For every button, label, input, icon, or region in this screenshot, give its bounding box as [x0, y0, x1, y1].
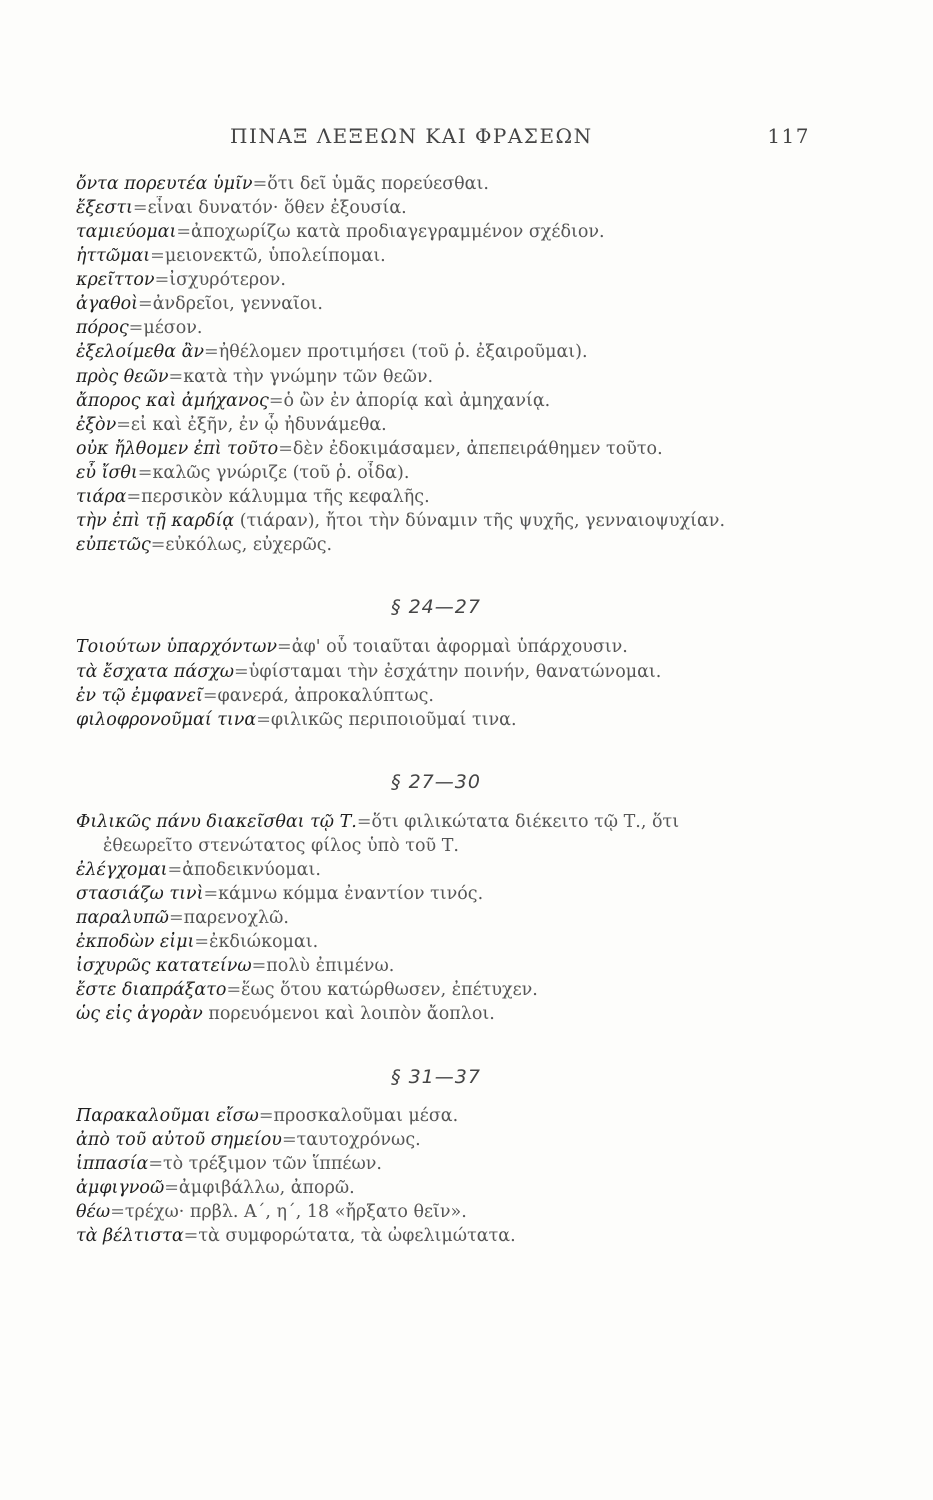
glossary-entry — [76, 413, 796, 437]
equals-sign: = — [268, 391, 284, 411]
entry-definition: ὅτι φιλικώτατα διέκειτο τῷ Τ., ὅτι — [371, 812, 680, 832]
equals-sign: = — [138, 294, 153, 314]
equals-sign: = — [150, 535, 166, 555]
entry-term: ἔξεστι — [76, 198, 133, 218]
equals-sign: = — [126, 487, 142, 507]
glossary-continuation — [103, 834, 823, 858]
equals-sign: = — [252, 174, 268, 194]
entry-definition: ὁ ὢν ἐν ἀπορίᾳ καὶ ἀμηχανίᾳ. — [283, 391, 551, 411]
glossary-entry — [76, 292, 796, 316]
equals-sign: = — [194, 932, 210, 952]
glossary-entry — [76, 389, 796, 413]
section-heading: § 24—27 — [391, 596, 481, 618]
glossary-entry — [76, 316, 796, 340]
entry-term: ἀγαθοὶ — [76, 294, 139, 314]
glossary-entry — [76, 1104, 796, 1128]
entry-term: παραλυπῶ — [76, 908, 169, 928]
section-heading: § 31—37 — [391, 1066, 481, 1088]
entry-definition: ἠθέλομεν προτιμήσει (τοῦ ῥ. ἐξαιροῦμαι). — [218, 342, 588, 362]
entry-term: ταμιεύομαι — [76, 222, 177, 242]
glossary-entry — [76, 858, 796, 882]
entry-definition: ἐκδιώκομαι. — [209, 932, 319, 952]
entry-definition: κάμνω κόμμα ἐναντίον τινός. — [218, 884, 484, 904]
entry-term: οὐκ ἤλθομεν ἐπὶ τοῦτο — [76, 439, 279, 459]
entry-term: τὴν ἐπὶ τῇ καρδίᾳ — [76, 511, 235, 531]
glossary-entry — [76, 268, 796, 292]
entry-definition: μέσον. — [143, 318, 203, 338]
entry-term: πρὸς θεῶν — [76, 367, 169, 387]
entry-definition: (τιάραν), ἤτοι τὴν δύναμιν τῆς ψυχῆς, γενναιοψυχίαν. — [239, 511, 726, 531]
entry-term: ἀμφιγνοῶ — [76, 1178, 165, 1198]
equals-sign: = — [234, 662, 249, 682]
glossary-entry — [76, 906, 796, 930]
entry-definition: εἰ καὶ ἐξῆν, ἐν ᾧ ἠδυνάμεθα. — [130, 415, 387, 435]
entry-definition: ἀποχωρίζω κατὰ προδιαγεγραμμένον σχέδιον. — [191, 222, 605, 242]
entry-term: Παρακαλοῦμαι εἴσω — [76, 1106, 259, 1126]
page-number: 117 — [767, 124, 810, 148]
entry-definition: πορευόμενοι καὶ λοιπὸν ἄοπλοι. — [208, 1004, 495, 1024]
entry-term: ἐκποδὼν εἰμι — [76, 932, 195, 952]
entry-term: πόρος — [76, 318, 129, 338]
glossary-entry — [76, 340, 796, 364]
entry-definition: ἀποδεικνύομαι. — [182, 860, 321, 880]
entry-term: ἡττῶμαι — [76, 246, 151, 266]
glossary-entry — [76, 485, 796, 509]
entry-definition: μειονεκτῶ, ὑπολείπομαι. — [164, 246, 386, 266]
entry-term: Φιλικῶς πάνυ διακεῖσθαι τῷ Τ. — [76, 812, 357, 832]
equals-sign: = — [204, 342, 219, 362]
glossary-entry — [76, 708, 796, 732]
glossary-entry — [76, 810, 796, 834]
equals-sign: = — [116, 415, 131, 435]
entry-definition: καλῶς γνώριζε (τοῦ ῥ. οἶδα). — [152, 463, 410, 483]
entry-definition: εὐκόλως, εὐχερῶς. — [165, 535, 333, 555]
equals-sign: = — [278, 439, 293, 459]
entry-term: ἐξελοίμεθα ἂν — [76, 342, 205, 362]
entry-term: ὄντα πορευτέα ὑμῖν — [76, 174, 253, 194]
entry-definition: ἐθεωρεῖτο στενώτατος φίλος ὑπὸ τοῦ Τ. — [103, 836, 459, 856]
equals-sign: = — [137, 463, 153, 483]
entry-term: εὐπετῶς — [76, 535, 151, 555]
entry-term: ἔστε διαπράξατο — [76, 980, 227, 1000]
entry-definition: ὅτι δεῖ ὑμᾶς πορεύεσθαι. — [267, 174, 489, 194]
entry-term: ἀπὸ τοῦ αὐτοῦ σημείου — [76, 1130, 282, 1150]
entry-term: ἰσχυρῶς κατατείνω — [76, 956, 252, 976]
entry-definition: ἀμφιβάλλω, ἀπορῶ. — [178, 1178, 355, 1198]
entry-term: ἐξὸν — [76, 415, 117, 435]
glossary-entry — [76, 978, 796, 1002]
entry-definition: ἕως ὅτου κατώρθωσεν, ἐπέτυχεν. — [241, 980, 538, 1000]
equals-sign: = — [176, 222, 192, 242]
entry-term: ἐν τῷ ἐμφανεῖ — [76, 686, 203, 706]
equals-sign: = — [154, 270, 170, 290]
equals-sign: = — [168, 367, 184, 387]
equals-sign: = — [183, 1226, 199, 1246]
equals-sign: = — [356, 812, 372, 832]
equals-sign: = — [202, 686, 218, 706]
glossary-entry — [76, 1200, 796, 1224]
glossary-entry — [76, 220, 796, 244]
entry-term: Τοιούτων ὑπαρχόντων — [76, 637, 278, 657]
glossary-entry — [76, 1152, 796, 1176]
entry-definition: ἀφ' οὗ τοιαῦται ἀφορμαὶ ὑπάρχουσιν. — [291, 637, 628, 657]
entry-definition: ταυτοχρόνως. — [296, 1130, 421, 1150]
glossary-entry — [76, 244, 796, 268]
entry-definition: ἀνδρεῖοι, γενναῖοι. — [152, 294, 323, 314]
equals-sign: = — [164, 1178, 179, 1198]
equals-sign: = — [150, 246, 165, 266]
entry-definition: φανερά, ἀπροκαλύπτως. — [217, 686, 434, 706]
entry-definition: δὲν ἐδοκιμάσαμεν, ἀπεπειράθημεν τοῦτο. — [292, 439, 663, 459]
glossary-entry — [76, 1176, 796, 1200]
equals-sign: = — [277, 637, 292, 657]
entry-definition: τρέχω· πρβλ. Α΄, η΄, 18 «ἤρξατο θεῖν». — [124, 1202, 467, 1222]
entry-definition: ὑφίσταμαι τὴν ἐσχάτην ποινήν, θανατώνομαι. — [248, 662, 662, 682]
glossary-entry — [76, 954, 796, 978]
entry-term: κρεῖττον — [76, 270, 155, 290]
glossary-entry — [76, 1224, 796, 1248]
entry-definition: τὰ συμφορώτατα, τὰ ὠφελιμώτατα. — [198, 1226, 516, 1246]
equals-sign: = — [148, 1154, 163, 1174]
equals-sign: = — [251, 956, 267, 976]
glossary-entry — [76, 635, 796, 659]
entry-definition: εἶναι δυνατόν· ὅθεν ἐξουσία. — [147, 198, 407, 218]
glossary-entry — [76, 1128, 796, 1152]
equals-sign: = — [281, 1130, 297, 1150]
glossary-entry — [76, 684, 796, 708]
entry-term: ἱππασία — [76, 1154, 149, 1174]
equals-sign: = — [258, 1106, 274, 1126]
entry-definition: τὸ τρέξιμον τῶν ἵππέων. — [162, 1154, 382, 1174]
equals-sign: = — [132, 198, 148, 218]
page-header-title: ΠΙΝΑΞ ΛΕΞΕΩΝ ΚΑΙ ΦΡΑΣΕΩΝ — [230, 124, 593, 148]
entry-definition: ἰσχυρότερον. — [169, 270, 286, 290]
section-heading: § 27—30 — [391, 771, 481, 793]
glossary-entry — [76, 1002, 796, 1026]
glossary-entry — [76, 461, 796, 485]
glossary-entry — [76, 437, 796, 461]
entry-term: θέω — [76, 1202, 111, 1222]
entry-term: τὰ ἔσχατα πάσχω — [76, 662, 235, 682]
entry-definition: φιλικῶς περιποιοῦμαί τινα. — [270, 710, 517, 730]
glossary-entry — [76, 882, 796, 906]
equals-sign: = — [110, 1202, 125, 1222]
equals-sign: = — [203, 884, 219, 904]
entry-definition: περσικὸν κάλυμμα τῆς κεφαλῆς. — [141, 487, 430, 507]
equals-sign: = — [128, 318, 144, 338]
entry-term: στασιάζω τινὶ — [76, 884, 204, 904]
entry-term: φιλοφρονοῦμαί τινα — [76, 710, 257, 730]
glossary-entry — [76, 509, 796, 533]
glossary-entry — [76, 660, 796, 684]
equals-sign: = — [167, 860, 183, 880]
entry-term: ἄπορος καὶ ἀμήχανος — [76, 391, 269, 411]
glossary-entry — [76, 930, 796, 954]
entry-definition: κατὰ τὴν γνώμην τῶν θεῶν. — [183, 367, 434, 387]
entry-definition: παρενοχλῶ. — [183, 908, 289, 928]
entry-term: ἐλέγχομαι — [76, 860, 168, 880]
entry-definition: πολὺ ἐπιμένω. — [266, 956, 395, 976]
entry-term: εὖ ἴσθι — [76, 463, 138, 483]
glossary-entry — [76, 196, 796, 220]
entry-term: ὡς εἰς ἀγορὰν — [76, 1004, 203, 1024]
glossary-entry — [76, 172, 796, 196]
equals-sign: = — [168, 908, 184, 928]
equals-sign: = — [256, 710, 271, 730]
entry-definition: προσκαλοῦμαι μέσα. — [273, 1106, 459, 1126]
entry-term: τιάρα — [76, 487, 127, 507]
glossary-entry — [76, 365, 796, 389]
glossary-entry — [76, 533, 796, 557]
equals-sign: = — [226, 980, 242, 1000]
entry-term: τὰ βέλτιστα — [76, 1226, 184, 1246]
